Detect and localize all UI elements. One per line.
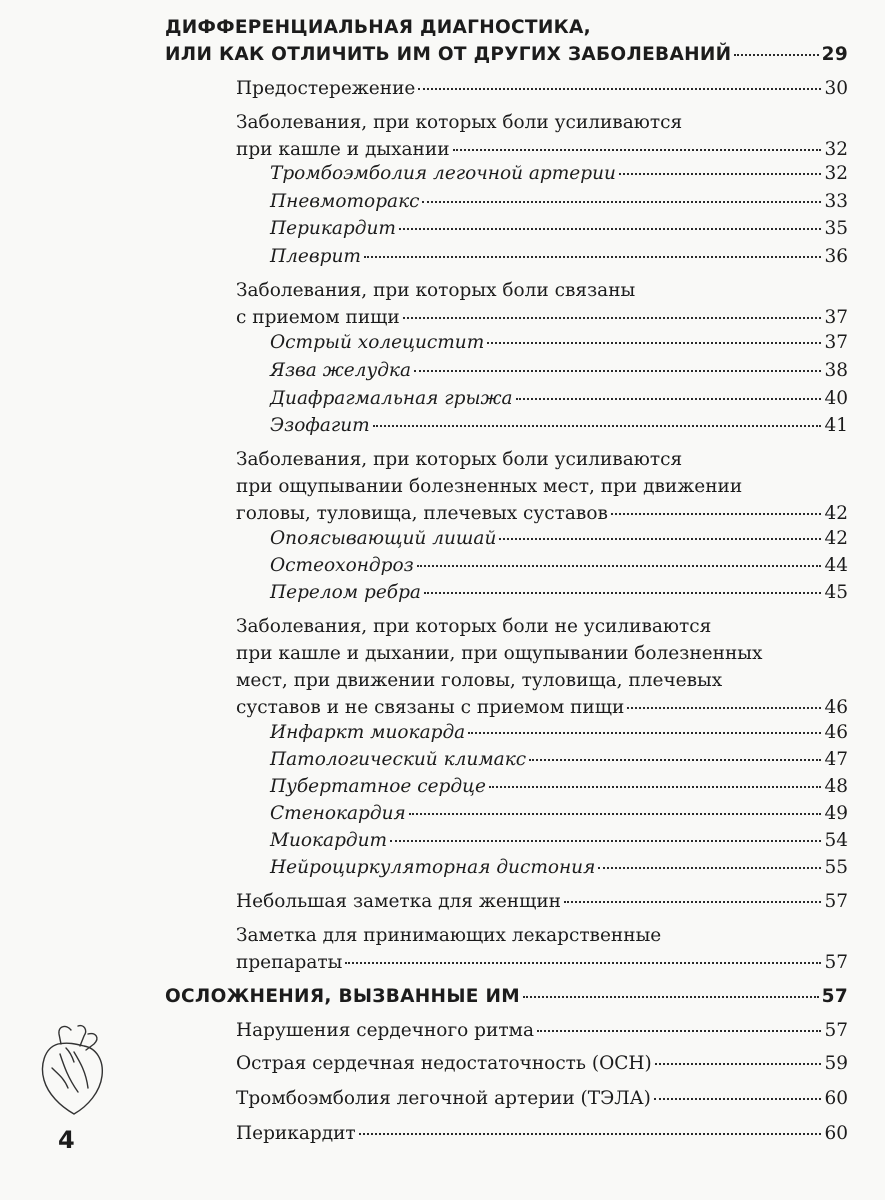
dot-leader (611, 513, 822, 515)
page-number: 4 (58, 1126, 75, 1154)
toc-subentry (270, 800, 848, 827)
dot-leader (414, 370, 821, 372)
toc-page-number: 30 (824, 78, 848, 99)
toc-page-number: 57 (824, 952, 848, 973)
toc-entry-title: Язва желудка (270, 360, 411, 381)
dot-leader (598, 867, 821, 869)
toc-entry (236, 1017, 848, 1044)
toc-entry-title: Острый холецистит (270, 332, 485, 353)
toc-entry (236, 277, 635, 304)
dot-leader (654, 1098, 822, 1100)
toc-page-number: 55 (824, 857, 848, 878)
dot-leader (523, 996, 819, 998)
toc-page-number: 57 (821, 986, 848, 1007)
toc-page-number: 37 (824, 307, 848, 328)
toc-page-number: 45 (824, 582, 848, 603)
toc-entry-title: при кашле и дыхании (236, 139, 450, 160)
dot-leader (359, 1133, 822, 1135)
toc-subentry (270, 412, 848, 439)
toc-subentry (270, 357, 848, 384)
toc-section-heading (165, 14, 591, 41)
toc-entry (236, 1050, 848, 1077)
toc-page-number: 44 (824, 555, 848, 576)
toc-entry-title: Небольшая заметка для женщин (236, 891, 561, 912)
toc-entry-title: суставов и не связаны с приемом пищи (236, 697, 625, 718)
toc-entry (236, 473, 742, 500)
toc-entry-title: препараты (236, 952, 343, 973)
dot-leader (627, 707, 821, 709)
toc-entry (236, 694, 848, 721)
toc-subentry (270, 719, 848, 746)
toc-entry-title: Заболевания, при которых боли не усиливаются (236, 616, 712, 637)
dot-leader (655, 1063, 822, 1065)
toc-entry (236, 640, 762, 667)
dot-leader (489, 786, 822, 788)
dot-leader (619, 173, 822, 175)
toc-page-number: 57 (824, 891, 848, 912)
toc-entry (236, 304, 848, 331)
dot-leader (487, 342, 821, 344)
toc-entry-title: мест, при движении головы, туловища, плечевых (236, 670, 723, 691)
toc-page-number: 42 (824, 503, 848, 524)
heart-icon (38, 1022, 108, 1120)
toc-entry-title: Перикардит (236, 1123, 356, 1144)
toc-entry-title: Заболевания, при которых боли усиливаются (236, 449, 683, 470)
toc-subentry (270, 854, 848, 881)
toc-subentry (270, 746, 848, 773)
toc-section-heading (165, 41, 848, 68)
toc-entry-title: Острая сердечная недостаточность (ОСН) (236, 1053, 652, 1074)
toc-page-number: 29 (821, 44, 848, 65)
toc-page-number: 33 (824, 191, 848, 212)
dot-leader (499, 538, 821, 540)
dot-leader (418, 88, 821, 90)
toc-entry (236, 446, 682, 473)
toc-page-number: 35 (824, 218, 848, 239)
toc-entry-title: ДИФФЕРЕНЦИАЛЬНАЯ ДИАГНОСТИКА, (165, 17, 592, 38)
toc-page-number: 57 (824, 1020, 848, 1041)
dot-leader (468, 732, 821, 734)
toc-page-number: 46 (824, 697, 848, 718)
toc-subentry (270, 329, 848, 356)
toc-entry (236, 949, 848, 976)
dot-leader (373, 425, 822, 427)
toc-page-number: 54 (824, 830, 848, 851)
toc-entry (236, 75, 848, 102)
toc-entry (236, 613, 711, 640)
toc-entry-title: Заболевания, при которых боли усиливаются (236, 112, 683, 133)
toc-entry (236, 500, 848, 527)
dot-leader (537, 1030, 821, 1032)
dot-leader (516, 398, 822, 400)
toc-subentry (270, 188, 848, 215)
toc-entry-title: Патологический климакс (270, 749, 527, 770)
toc-entry-title: Диафрагмальная грыжа (270, 388, 513, 409)
toc-entry (236, 922, 661, 949)
dot-leader (409, 813, 822, 815)
dot-leader (564, 901, 821, 903)
toc-subentry (270, 160, 848, 187)
dot-leader (364, 256, 822, 258)
dot-leader (422, 201, 821, 203)
dot-leader (453, 149, 822, 151)
toc-page-number: 42 (824, 528, 848, 549)
toc-page-number: 49 (824, 803, 848, 824)
toc-page-number: 32 (824, 139, 848, 160)
toc-entry-title: при кашле и дыхании, при ощупывании болезненных (236, 643, 763, 664)
dot-leader (390, 840, 821, 842)
dot-leader (424, 592, 821, 594)
toc-entry-title: с приемом пищи (236, 307, 400, 328)
toc-section-heading (165, 983, 848, 1010)
toc-entry-title: Перелом ребра (270, 582, 421, 603)
toc-entry-title: Заболевания, при которых боли связаны (236, 280, 636, 301)
toc-entry-title: Инфаркт миокарда (270, 722, 466, 743)
toc-entry-title: Нейроциркуляторная дистония (270, 857, 596, 878)
dot-leader (403, 317, 822, 319)
toc-entry-title: Перикардит (270, 218, 396, 239)
toc-entry-title: Эзофагит (270, 415, 370, 436)
toc-page-number: 47 (824, 749, 848, 770)
toc-entry-title: Пубертатное сердце (270, 776, 486, 797)
dot-leader (345, 962, 821, 964)
toc-entry-title: Предостережение (236, 78, 416, 99)
toc-entry-title: Нарушения сердечного ритма (236, 1020, 534, 1041)
dot-leader (399, 228, 822, 230)
toc-entry (236, 1085, 848, 1112)
toc-entry (236, 667, 722, 694)
toc-page-number: 60 (824, 1088, 848, 1109)
toc-subentry (270, 525, 848, 552)
toc-page-number: 36 (824, 246, 848, 267)
toc-entry-title: ОСЛОЖНЕНИЯ, ВЫЗВАННЫЕ ИМ (165, 986, 520, 1007)
toc-subentry (270, 385, 848, 412)
toc-entry-title: ИЛИ КАК ОТЛИЧИТЬ ИМ ОТ ДРУГИХ ЗАБОЛЕВАНИЙ (165, 44, 732, 65)
toc-subentry (270, 773, 848, 800)
toc-entry-title: Заметка для принимающих лекарственные (236, 925, 662, 946)
dot-leader (734, 54, 818, 56)
toc-entry (236, 109, 682, 136)
toc-entry-title: при ощупывании болезненных мест, при движении (236, 476, 743, 497)
toc-entry-title: Опоясывающий лишай (270, 528, 497, 549)
toc-subentry (270, 579, 848, 606)
toc-entry (236, 888, 848, 915)
dot-leader (529, 759, 821, 761)
toc-entry (236, 1120, 848, 1147)
toc-subentry (270, 827, 848, 854)
toc-page-number: 46 (824, 722, 848, 743)
toc-entry-title: Остеохондроз (270, 555, 414, 576)
toc-page-number: 48 (824, 776, 848, 797)
toc-entry-title: Пневмоторакс (270, 191, 420, 212)
toc-subentry (270, 243, 848, 270)
toc-page-number: 37 (824, 332, 848, 353)
toc-entry-title: Стенокардия (270, 803, 406, 824)
toc-page-number: 41 (824, 415, 848, 436)
toc-subentry (270, 552, 848, 579)
toc-page-number: 60 (824, 1123, 848, 1144)
toc-page-number: 32 (824, 163, 848, 184)
toc-entry-title: Тромбоэмболия легочной артерии (270, 163, 616, 184)
toc-page-number: 59 (824, 1053, 848, 1074)
toc-entry-title: головы, туловища, плечевых суставов (236, 503, 608, 524)
toc-page-number: 40 (824, 388, 848, 409)
toc-entry-title: Тромбоэмболия легочной артерии (ТЭЛА) (236, 1088, 651, 1109)
toc-entry (236, 136, 848, 163)
toc-page-number: 38 (824, 360, 848, 381)
dot-leader (417, 565, 822, 567)
toc-entry-title: Плеврит (270, 246, 361, 267)
toc-entry-title: Миокардит (270, 830, 388, 851)
toc-subentry (270, 215, 848, 242)
